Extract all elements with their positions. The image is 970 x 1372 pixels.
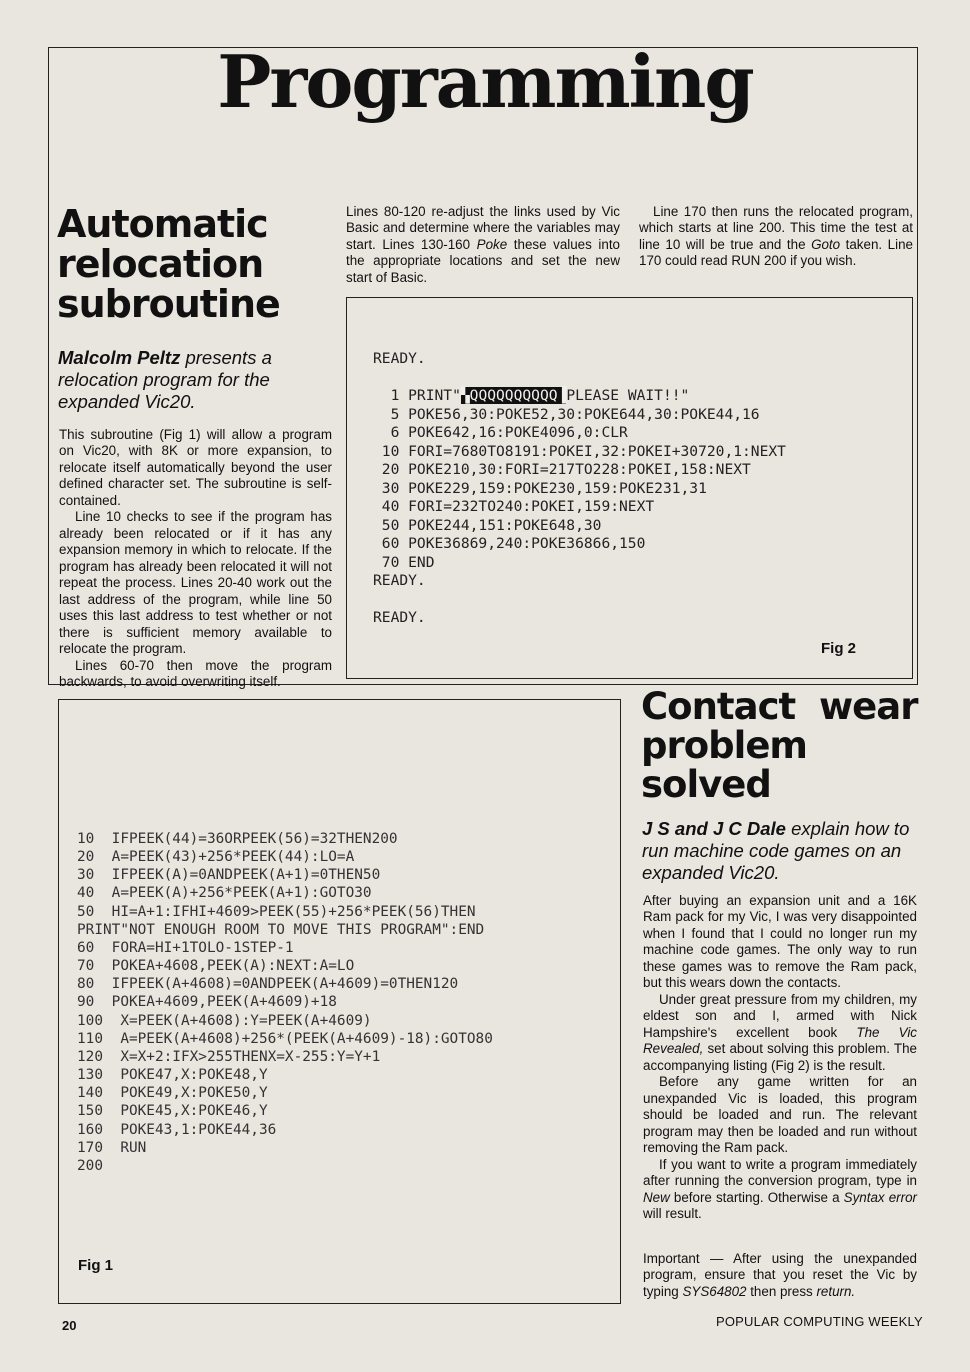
code-line: 20 POKE210,30:FORI=217TO228:POKEI,158:NEXT <box>373 461 751 478</box>
code-line: 10 FORI=7680TO8191:POKEI,32:POKEI+30720,1:NEXT <box>373 442 786 460</box>
code-line: READY. <box>373 350 426 367</box>
masthead: Programming <box>217 39 753 124</box>
article1-headline-line: Automatic <box>57 202 268 246</box>
code-line: 30 POKE229,159:POKE230,159:POKE231,31 <box>373 479 707 497</box>
fig2-label: Fig 2 <box>821 640 857 657</box>
article2-byline-text: explain how to run machine code games on an expanded Vic20. <box>642 818 910 884</box>
code-line: 100 X=PEEK(A+4608):Y=PEEK(A+4609) <box>77 1012 372 1029</box>
code-line: READY. <box>373 572 426 589</box>
code-line: 110 A=PEEK(A+4608)+256*(PEEK(A+4609)-18):GOTO80 <box>77 1030 493 1047</box>
code-line: 30 IFPEEK(A)=0ANDPEEK(A+1)=0THEN50 <box>77 867 381 884</box>
article2-para: After buying an expansion unit and a 16K Ram pack for my Vic, I was very disappointed when I found that I could no longer run my machine code games. The only way to run these games was to remove the Ram pack, but this wears down the contacts. <box>643 893 917 991</box>
fig1-label: Fig 1 <box>78 1257 114 1274</box>
article2-headline-line: solved <box>641 762 771 806</box>
code-line: 20 A=PEEK(43)+256*PEEK(44):LO=A <box>77 849 355 866</box>
code-line: 150 POKE45,X:POKE46,Y <box>77 1103 268 1120</box>
reverse-video-codes: ▚QQQQQQQQQQ▐ <box>460 387 567 404</box>
code-line: 80 IFPEEK(A+4608)=0ANDPEEK(A+4609)=0THEN120 <box>77 976 459 993</box>
code-line: 70 POKEA+4608,PEEK(A):NEXT:A=LO <box>77 958 355 975</box>
book-title: The Vic Revealed, <box>643 1024 917 1057</box>
code-line: 120 X=X+2:IFX>255THENX=X-255:Y=Y+1 <box>77 1048 381 1065</box>
article2-body <box>643 893 917 1223</box>
article2-author: J S and J C Dale <box>642 818 786 839</box>
code-line: 10 IFPEEK(44)=36ORPEEK(56)=32THEN200 <box>77 831 398 847</box>
article2-byline <box>642 818 912 885</box>
article1-headline <box>57 202 337 326</box>
article1-para: Lines 60-70 then move the program backwards, to avoid overwriting itself. <box>59 657 332 690</box>
article2-para: Before any game written for an unexpanded Vic is loaded, this program should be loaded and run. The relevant program may then be loaded and run without removing the Ram pack. <box>643 1074 917 1156</box>
article2-headline-line: problem <box>641 723 807 767</box>
fig1-box <box>58 699 621 1304</box>
article1-col2-text: Lines 80-120 re-adjust the links used by Vic Basic and determine where the variables may start. Lines 130-160 <box>346 204 620 252</box>
article1-column3 <box>639 204 913 270</box>
code-line: READY. <box>373 609 426 626</box>
article1-col2-emphasis: Poke <box>476 236 508 252</box>
code-line: 160 POKE43,1:POKE44,36 <box>77 1121 277 1138</box>
article1-byline <box>58 347 298 414</box>
publication-name: POPULAR COMPUTING WEEKLY <box>716 1314 923 1329</box>
article1-col2-text: these values into the appropriate locations and set the new start of Basic. <box>346 236 620 285</box>
article2-para: Under great pressure from my children, my eldest son and I, armed with Nick Hampshire's excellent book The Vic Revealed, set about solving this problem. The accompanying listing (Fig 2) is the result. <box>643 991 917 1073</box>
code-line: 50 POKE244,151:POKE648,30 <box>373 516 602 534</box>
code-line: 40 A=PEEK(A)+256*PEEK(A+1):GOTO30 <box>77 885 372 902</box>
code-line: 40 FORI=232TO240:POKEI,159:NEXT <box>373 498 655 515</box>
code-line: 60 POKE36869,240:POKE36866,150 <box>373 535 646 552</box>
code-line: PRINT"NOT ENOUGH ROOM TO MOVE THIS PROGRAM":END <box>77 921 485 938</box>
article2-headline <box>641 685 931 806</box>
code-line: 5 POKE56,30:POKE52,30:POKE644,30:POKE44,16 <box>373 405 760 423</box>
article1-col3-emphasis: Goto <box>811 236 841 252</box>
article2-important-note: Important — After using the unexpanded program, ensure that you reset the Vic by typing SYS64802 then press return. <box>643 1251 917 1299</box>
code-line: 6 POKE642,16:POKE4096,0:CLR <box>373 424 628 441</box>
article1-column2 <box>346 204 620 286</box>
article1-headline-line: subroutine <box>57 281 280 326</box>
code-line: 140 POKE49,X:POKE50,Y <box>77 1085 268 1102</box>
page-number: 20 <box>62 1318 77 1333</box>
code-line: 90 POKEA+4609,PEEK(A+4609)+18 <box>77 994 337 1011</box>
code-line: 1 PRINT"▚QQQQQQQQQQ▐PLEASE WAIT!!" <box>373 387 690 404</box>
article1-byline-text: presents a relocation program for the expanded Vic20. <box>58 347 272 413</box>
code-line: 50 HI=A+1:IFHI+4609>PEEK(55)+256*PEEK(56)THEN <box>77 903 476 920</box>
code-line: 170 RUN <box>77 1139 147 1156</box>
article1-author: Malcolm Peltz <box>58 347 181 368</box>
article1-col3-text: Line 170 then runs the relocated program, which starts at line 200. This time the test at line 10 will be true and the <box>639 204 913 252</box>
fig2-listing <box>373 350 786 628</box>
code-line: 60 FORA=HI+1TOLO-1STEP-1 <box>77 939 294 956</box>
article1-headline-line: relocation <box>57 241 264 286</box>
article1-column1 <box>59 427 332 691</box>
article2-headline-line: Contact wear <box>641 685 918 728</box>
article2-para: If you want to write a program immediately after running the conversion program, type in New before starting. Otherwise a Syntax error will result. <box>643 1156 917 1222</box>
code-line: 200 <box>77 1157 103 1174</box>
article1-col3-text: taken. Line 170 could read RUN 200 if you wish. <box>639 236 913 269</box>
fig1-listing <box>77 830 493 1175</box>
code-line: 130 POKE47,X:POKE48,Y <box>77 1067 268 1084</box>
code-line: 70 END <box>373 553 435 571</box>
fig2-box <box>346 297 913 679</box>
article1-para: This subroutine (Fig 1) will allow a program on Vic20, with 8K or more expansion, to relocate itself automatically beyond the user defined character set. The subroutine is self-contained. <box>59 427 332 508</box>
article1-para: Line 10 checks to see if the program has already been relocated or if it has any expansion memory in which to relocate. If the program has already been relocated it will not repeat the process. Lines 20-40 work out the last address of the program, while line 50 uses this last address to test whether or not there is sufficient memory available to relocate the program. <box>59 509 332 657</box>
